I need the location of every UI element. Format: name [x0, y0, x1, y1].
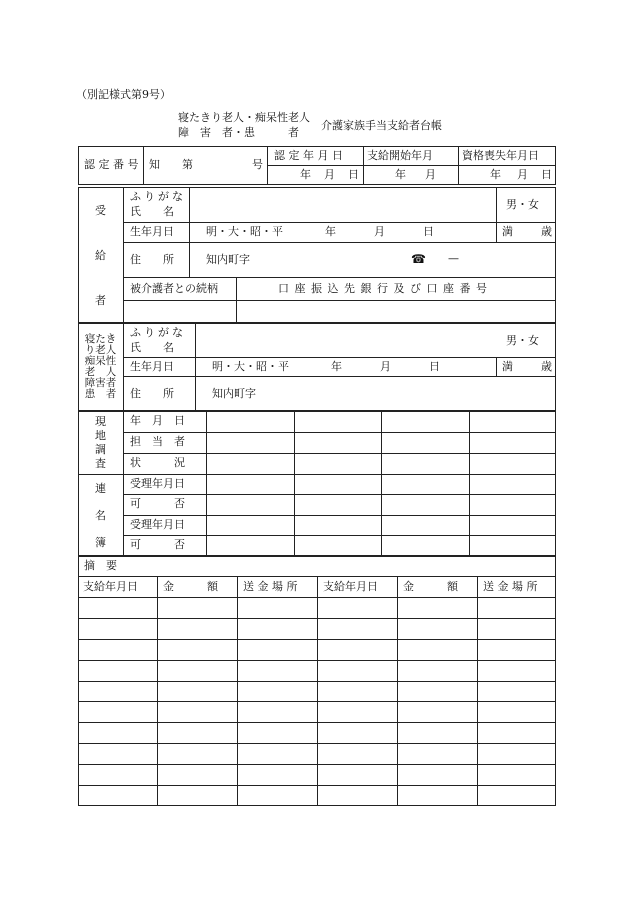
nintei-day: 日 — [348, 168, 359, 181]
patient-address-value: 知内町字 — [212, 387, 256, 400]
recipient-name-label: 氏 名 — [130, 205, 174, 218]
payment-column-line — [477, 576, 478, 806]
side-char: 査 — [95, 456, 106, 470]
renmei-row-approval-1: 可 否 — [130, 497, 185, 510]
payment-row-line — [78, 597, 556, 598]
side-char: 者 — [95, 294, 106, 308]
payment-row-line — [78, 785, 556, 786]
side-char: 患 者 — [84, 388, 117, 400]
payment-column-line — [157, 576, 158, 806]
nintei-bango-label: 認 定 番 号 — [84, 158, 139, 171]
nintei-year: 年 — [300, 168, 311, 181]
payment-row-line — [78, 743, 556, 744]
side-char: 簿 — [95, 536, 106, 550]
pay-header-place-2: 送 金 場 所 — [483, 580, 538, 593]
side-char: 受 — [95, 203, 106, 217]
summary-label: 摘 要 — [84, 559, 117, 572]
phone-dash: — — [448, 252, 459, 265]
recipient-address-value: 知内町字 — [206, 253, 250, 266]
payment-column-line — [317, 576, 318, 806]
patient-sai: 歳 — [541, 360, 552, 373]
patient-name-label: 氏 名 — [130, 341, 174, 354]
side-char: 現 — [95, 414, 106, 428]
go-label: 号 — [252, 158, 263, 171]
renmei-row-receipt-1: 受理年月日 — [130, 477, 185, 490]
side-char: 連 — [95, 481, 106, 495]
recipient-address-label: 住 所 — [130, 253, 174, 266]
pay-header-place-1: 送 金 場 所 — [243, 580, 298, 593]
nintei-date-label: 認 定 年 月 日 — [274, 149, 343, 162]
title-line-2: 障 害 者・患 者 — [178, 126, 299, 139]
side-char: 痴呆性 — [84, 355, 117, 367]
recipient-gender: 男・女 — [506, 198, 539, 211]
nintei-month: 月 — [324, 168, 335, 181]
renmei-row-approval-2: 可 否 — [130, 538, 185, 551]
renmei-side-label — [78, 474, 124, 556]
payment-row-line — [78, 639, 556, 640]
pay-header-date-2: 支給年月日 — [323, 580, 378, 593]
side-char: 名 — [95, 508, 106, 522]
survey-side-label — [78, 411, 124, 474]
payment-row-line — [78, 722, 556, 723]
patient-man: 満 — [502, 360, 513, 373]
loss-month: 月 — [517, 168, 528, 181]
side-char: 調 — [95, 442, 106, 456]
start-year: 年 — [395, 168, 406, 181]
renmei-row-receipt-2: 受理年月日 — [130, 518, 185, 531]
payment-row-line — [78, 618, 556, 619]
survey-row-staff: 担 当 者 — [130, 435, 185, 448]
survey-row-status: 状 況 — [130, 456, 185, 469]
shikyu-start-label: 支給開始年月 — [367, 149, 433, 162]
patient-furigana-label: ふりがな — [130, 326, 186, 339]
payment-column-line — [237, 576, 238, 806]
patient-birth-day: 日 — [429, 360, 440, 373]
payment-column-line — [397, 576, 398, 806]
pay-header-amount-1: 金 額 — [163, 580, 218, 593]
patient-era: 明・大・昭・平 — [212, 360, 289, 373]
relation-label: 被介護者との続柄 — [130, 282, 218, 295]
payment-row-line — [78, 764, 556, 765]
loss-year: 年 — [490, 168, 501, 181]
loss-day: 日 — [541, 168, 552, 181]
payment-row-line — [78, 681, 556, 682]
side-char: 老 人 — [84, 366, 117, 378]
recipient-birth-month: 月 — [374, 225, 385, 238]
shikaku-loss-label: 資格喪失年月日 — [462, 149, 539, 162]
patient-birth-label: 生年月日 — [130, 360, 174, 373]
recipient-sai: 歳 — [541, 225, 552, 238]
survey-row-date: 年 月 日 — [130, 414, 185, 427]
recipient-side-label — [78, 187, 124, 323]
recipient-era: 明・大・昭・平 — [206, 225, 283, 238]
bank-label: 口 座 振 込 先 銀 行 及 び 口 座 番 号 — [278, 282, 488, 295]
dai-label: 第 — [182, 158, 193, 171]
recipient-man: 満 — [502, 225, 513, 238]
patient-gender: 男・女 — [506, 334, 539, 347]
start-month: 月 — [425, 168, 436, 181]
recipient-furigana-label: ふりがな — [130, 190, 186, 203]
title-suffix: 介護家族手当支給者台帳 — [321, 119, 442, 132]
side-char: 給 — [95, 248, 106, 262]
side-char: り老人 — [84, 344, 117, 356]
recipient-birth-day: 日 — [423, 225, 434, 238]
patient-birth-year: 年 — [331, 360, 342, 373]
patient-side-label — [78, 323, 124, 411]
side-char: 障害者 — [84, 377, 117, 389]
recipient-birth-label: 生年月日 — [130, 225, 174, 238]
title-line-1: 寝たきり老人・痴呆性老人 — [178, 111, 310, 124]
payment-row-line — [78, 701, 556, 702]
side-char: 寝たき — [84, 333, 117, 345]
chi-label: 知 — [149, 158, 160, 171]
patient-birth-month: 月 — [380, 360, 391, 373]
recipient-birth-year: 年 — [325, 225, 336, 238]
patient-address-label: 住 所 — [130, 387, 174, 400]
side-char: 地 — [95, 428, 106, 442]
payment-row-line — [78, 660, 556, 661]
pay-header-amount-2: 金 額 — [403, 580, 458, 593]
pay-header-date-1: 支給年月日 — [83, 580, 138, 593]
form-number: （別記様式第9号） — [76, 88, 171, 101]
phone-icon: ☎ — [411, 252, 426, 266]
